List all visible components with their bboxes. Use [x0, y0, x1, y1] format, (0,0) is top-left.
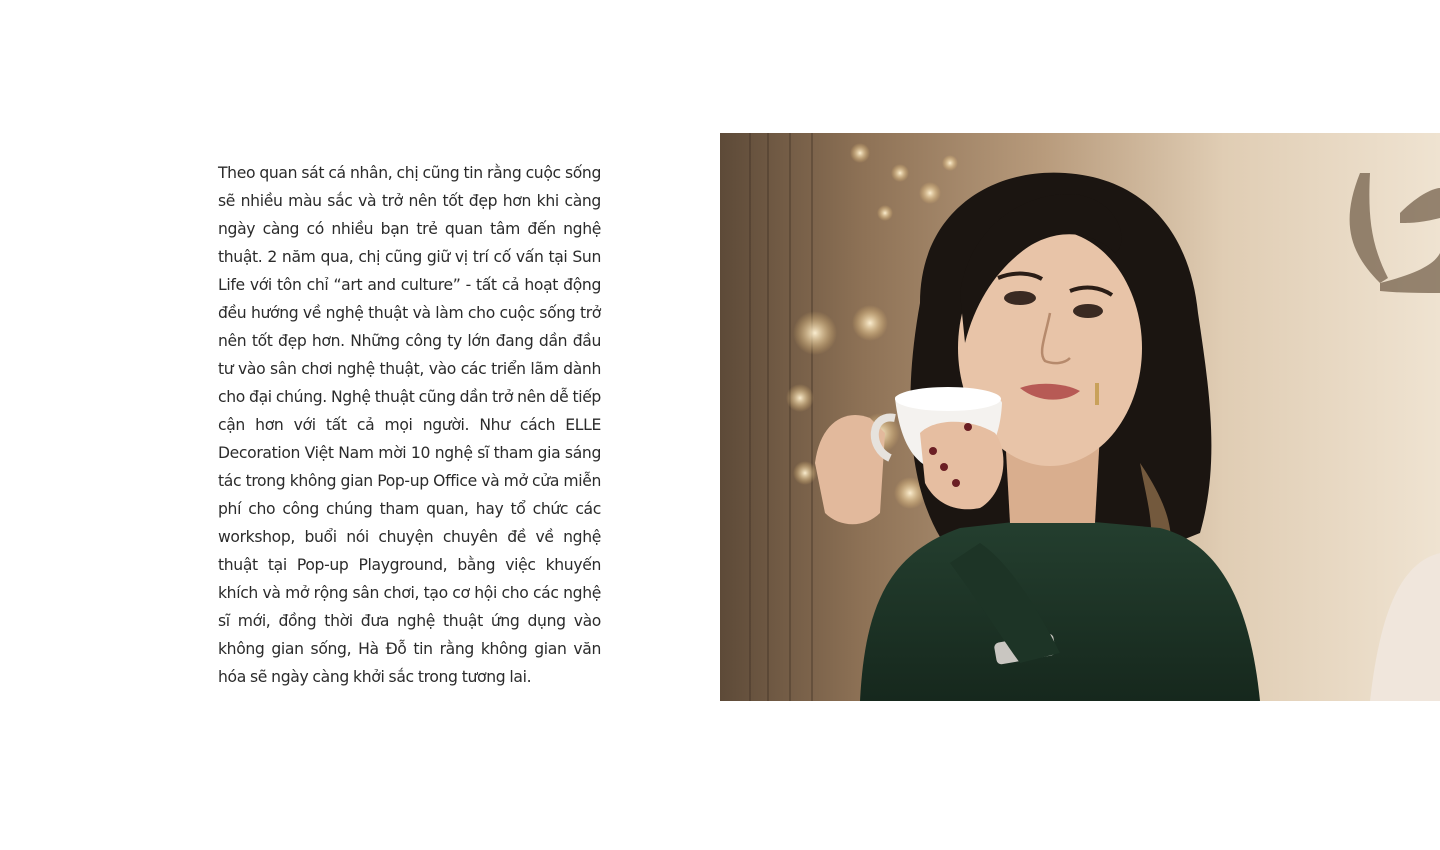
article-text-column [218, 159, 601, 691]
portrait-photo [720, 133, 1440, 701]
article-paragraph: Theo quan sát cá nhân, chị cũng tin rằng cuộc sống sẽ nhiều màu sắc và trở nên tốt đẹp hơn khi càng ngày càng có nhiều bạn trẻ quan tâm đến nghệ thuật. 2 năm qua, chị cũng giữ vị trí cố vấn tại Sun Life với tôn chỉ “art and culture” - tất cả hoạt động đều hướng về nghệ thuật và làm cho cuộc sống trở nên tốt đẹp hơn. Những công ty lớn đang dần đầu tư vào sân chơi nghệ thuật, vào các triển lãm dành cho đại chúng. Nghệ thuật cũng dần trở nên dễ tiếp cận hơn với tất cả mọi người. Như cách ELLE Decoration Việt Nam mời 10 nghệ sĩ tham gia sáng tác trong không gian Pop-up Office và mở cửa miễn phí cho công chúng tham quan, hay tổ chức các workshop, buổi nói chuyện chuyên đề về nghệ thuật tại Pop-up Playground, bằng việc khuyến khích và mở rộng sân chơi, tạo cơ hội cho các nghệ sĩ mới, đồng thời đưa nghệ thuật ứng dụng vào không gian sống, Hà Đỗ tin rằng không gian văn hóa sẽ ngày càng khởi sắc trong tương lai. [218, 164, 601, 686]
